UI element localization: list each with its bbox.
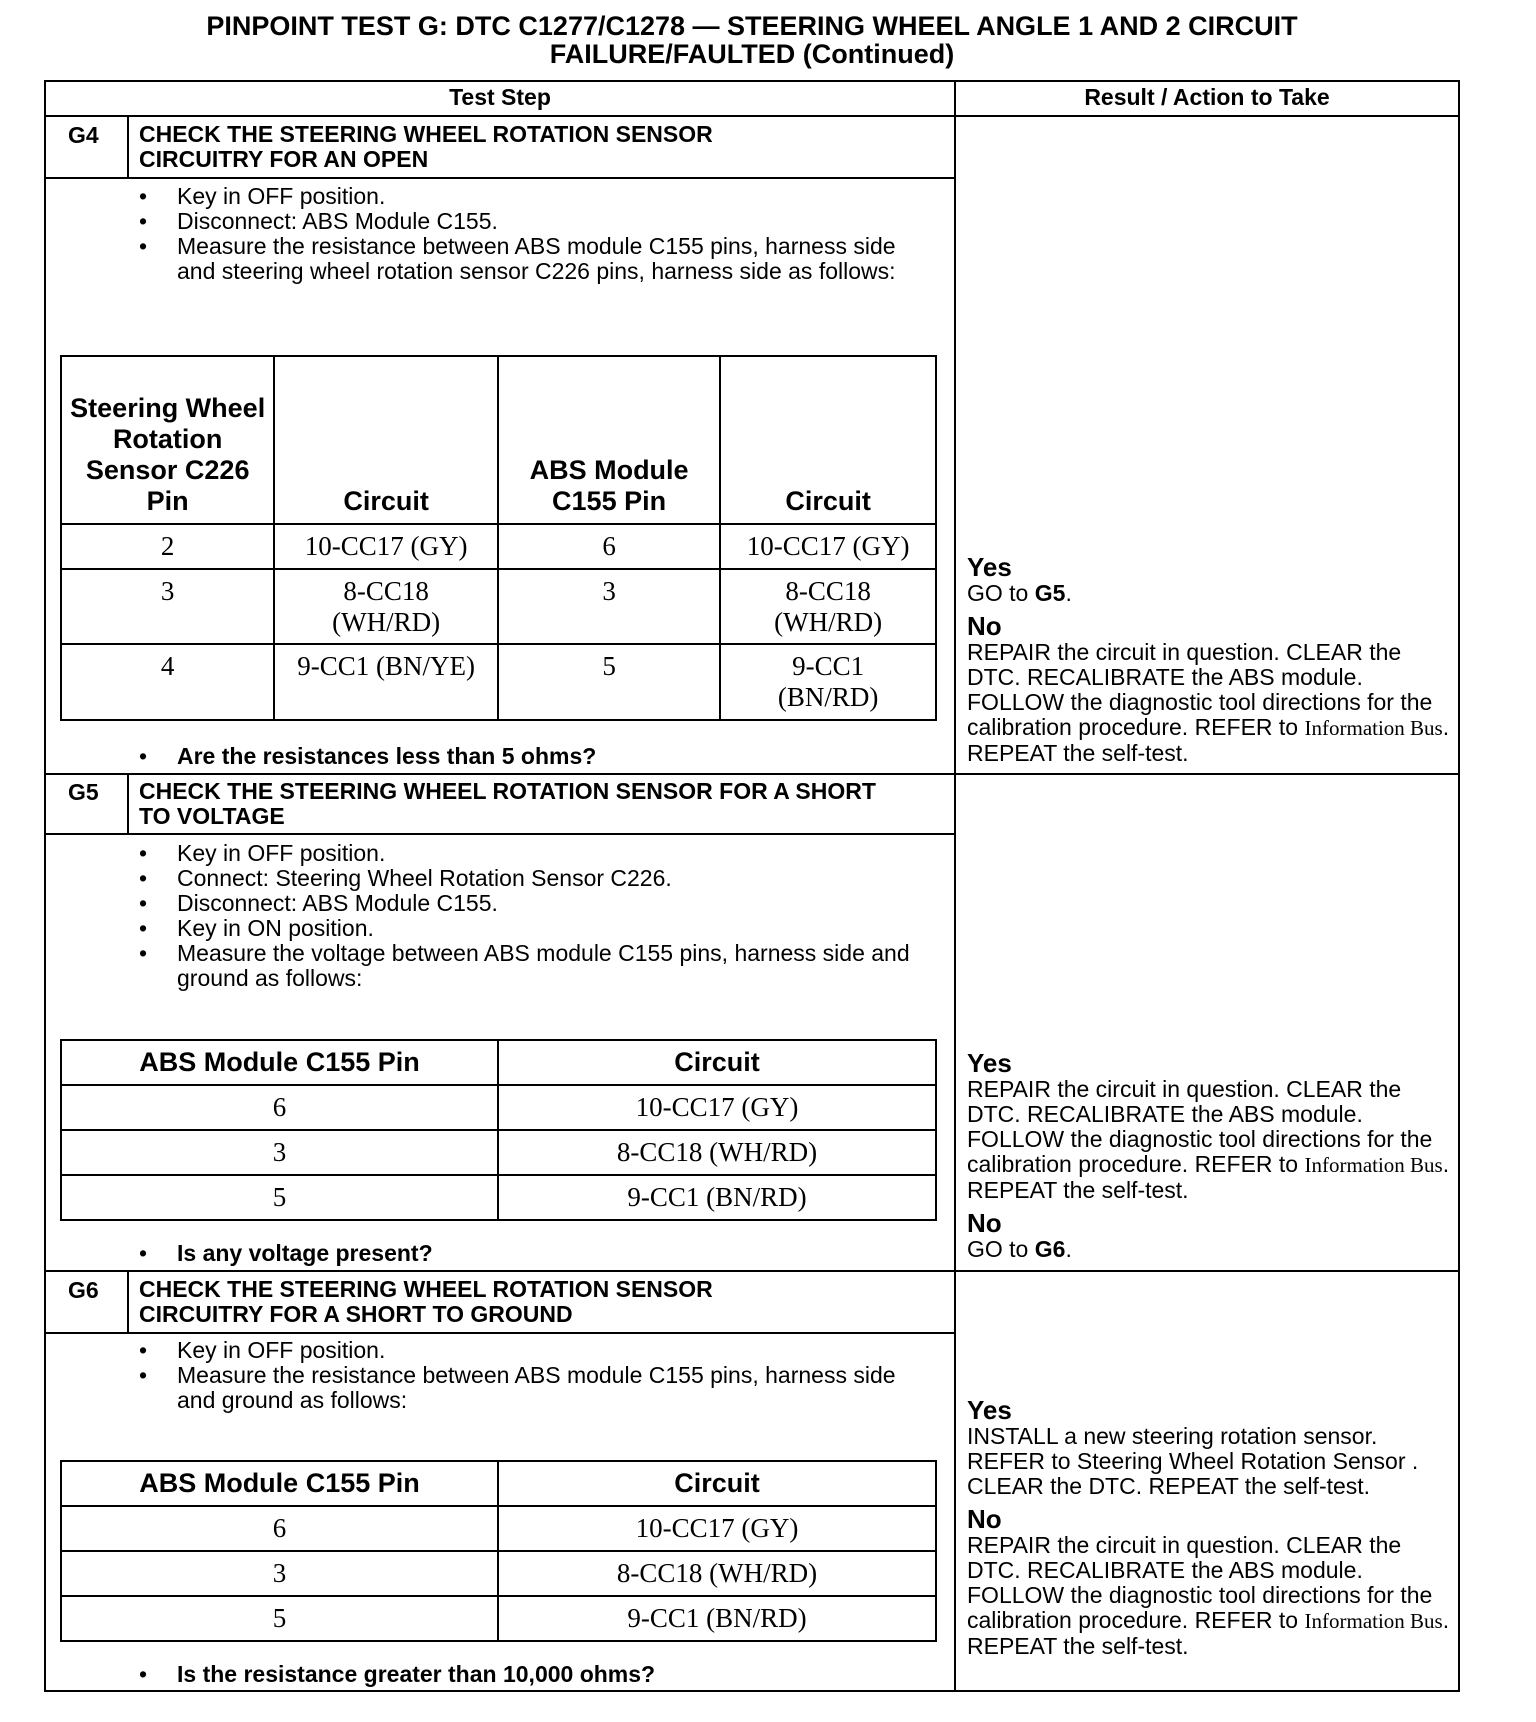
table-cell: 6	[61, 1506, 498, 1551]
step-id-g4: G4	[68, 122, 99, 148]
table-cell: 3	[61, 1551, 498, 1596]
table-cell: 5	[498, 644, 720, 720]
result-no-text: REPAIR the circuit in question. CLEAR the DTC. RECALIBRATE the ABS module. FOLLOW the diagnostic tool directions for the calibration procedure. REFER to Information Bus. REPEAT the self-test.	[967, 639, 1450, 766]
column-header: ABS Module C155 Pin	[498, 356, 720, 524]
result-no-text: REPAIR the circuit in question. CLEAR the DTC. RECALIBRATE the ABS module. FOLLOW the diagnostic tool directions for the calibration procedure. REFER to Information Bus. REPEAT the self-test.	[967, 1532, 1450, 1659]
instruction-item: • Key in ON position.	[139, 916, 919, 941]
table-cell: 9-CC1 (BN/RD)	[720, 644, 936, 720]
table-cell: 6	[498, 524, 720, 569]
header-test-step: Test Step	[449, 84, 551, 110]
table-cell: 8-CC18 (WH/RD)	[498, 1551, 936, 1596]
step-instructions-g4	[139, 184, 899, 284]
table-row	[61, 1085, 936, 1130]
goto-step-link: G5	[1034, 580, 1066, 606]
step-id-divider	[127, 775, 129, 835]
table-cell: 10-CC17 (GY)	[498, 1085, 936, 1130]
step-id-divider	[127, 117, 129, 179]
table-cell: 5	[61, 1175, 498, 1220]
table-cell: 4	[61, 644, 274, 720]
page-title	[44, 12, 1460, 68]
table-cell: 2	[61, 524, 274, 569]
column-header: ABS Module C155 Pin	[61, 1040, 498, 1085]
column-header: Circuit	[498, 1461, 936, 1506]
step-id-divider	[127, 1272, 129, 1334]
table-row	[61, 644, 936, 720]
header-result-action: Result / Action to Take	[1084, 84, 1330, 110]
instruction-item: • Disconnect: ABS Module C155.	[139, 209, 899, 234]
information-bus-reference: Information Bus	[1304, 1609, 1443, 1633]
table-cell: 9-CC1 (BN/YE)	[274, 644, 498, 720]
column-header: Circuit	[720, 356, 936, 524]
table-row	[61, 524, 936, 569]
table-cell: 10-CC17 (GY)	[498, 1506, 936, 1551]
table-row	[61, 1596, 936, 1641]
header-divider	[44, 115, 1460, 117]
table-cell: 6	[61, 1085, 498, 1130]
pin-table-g5	[60, 1039, 937, 1221]
column-header: Steering Wheel Rotation Sensor C226 Pin	[61, 356, 274, 524]
table-cell: 8-CC18 (WH/RD)	[498, 1130, 936, 1175]
table-row	[61, 1175, 936, 1220]
table-row	[61, 569, 936, 644]
step-id-g6: G6	[68, 1277, 99, 1303]
column-header: ABS Module C155 Pin	[61, 1461, 498, 1506]
table-cell: 8-CC18 (WH/RD)	[720, 569, 936, 644]
table-row	[61, 1506, 936, 1551]
table-cell: 3	[61, 1130, 498, 1175]
information-bus-reference: Information Bus	[1304, 1153, 1443, 1177]
table-cell: 5	[61, 1596, 498, 1641]
row-divider-g5-g6	[44, 1270, 1460, 1272]
table-cell: 9-CC1 (BN/RD)	[498, 1175, 936, 1220]
step-question-g4: • Are the resistances less than 5 ohms?	[139, 744, 596, 769]
step-title-g4: CHECK THE STEERING WHEEL ROTATION SENSOR CIRCUITRY FOR AN OPEN	[139, 121, 713, 172]
step-question-g5: • Is any voltage present?	[139, 1241, 433, 1266]
instruction-item: • Key in OFF position.	[139, 184, 899, 209]
instruction-item: • Measure the resistance between ABS module C155 pins, harness side and steering wheel rotation sensor C226 pins, harness side as follows:	[139, 234, 899, 284]
result-yes-label: Yes	[967, 552, 1012, 582]
result-no-label: No	[967, 611, 1002, 641]
table-cell: 9-CC1 (BN/RD)	[498, 1596, 936, 1641]
instruction-item: • Key in OFF position.	[139, 1338, 899, 1363]
step-title-underline	[44, 1332, 954, 1334]
table-cell: 10-CC17 (GY)	[274, 524, 498, 569]
table-cell: 10-CC17 (GY)	[720, 524, 936, 569]
title-line-1: PINPOINT TEST G: DTC C1277/C1278 — STEERING WHEEL ANGLE 1 AND 2 CIRCUIT	[206, 11, 1298, 41]
step-instructions-g6	[139, 1338, 899, 1413]
step-instructions-g5	[139, 841, 919, 991]
row-divider-g4-g5	[44, 773, 1460, 775]
result-yes-text: REPAIR the circuit in question. CLEAR the DTC. RECALIBRATE the ABS module. FOLLOW the diagnostic tool directions for the calibration procedure. REFER to Information Bus. REPEAT the self-test.	[967, 1076, 1450, 1203]
column-header: Circuit	[498, 1040, 936, 1085]
step-title-underline	[44, 177, 954, 179]
table-cell: 3	[61, 569, 274, 644]
instruction-item: • Connect: Steering Wheel Rotation Sensor C226.	[139, 866, 919, 891]
table-cell: 8-CC18 (WH/RD)	[274, 569, 498, 644]
pin-table-g4	[60, 355, 937, 721]
table-row	[61, 1551, 936, 1596]
instruction-item: • Disconnect: ABS Module C155.	[139, 891, 919, 916]
instruction-item: • Key in OFF position.	[139, 841, 919, 866]
result-yes-text: GO to G5.	[967, 580, 1072, 606]
instruction-item: • Measure the resistance between ABS module C155 pins, harness side and ground as follows:	[139, 1363, 899, 1413]
information-bus-reference: Information Bus	[1304, 716, 1443, 740]
result-no-text: GO to G6.	[967, 1236, 1072, 1262]
title-line-2: FAILURE/FAULTED (Continued)	[549, 39, 955, 69]
step-title-g6: CHECK THE STEERING WHEEL ROTATION SENSOR CIRCUITRY FOR A SHORT TO GROUND	[139, 1276, 713, 1327]
column-header: Circuit	[274, 356, 498, 524]
pin-table-g6	[60, 1460, 937, 1642]
table-row	[61, 1130, 936, 1175]
step-title-g5: CHECK THE STEERING WHEEL ROTATION SENSOR FOR A SHORT TO VOLTAGE	[139, 778, 876, 829]
result-g6	[967, 1396, 1459, 1659]
result-no-label: No	[967, 1208, 1002, 1238]
column-divider	[954, 80, 956, 1692]
result-g5	[967, 1049, 1459, 1262]
goto-step-link: G6	[1034, 1236, 1066, 1262]
result-yes-label: Yes	[967, 1395, 1012, 1425]
instruction-item: • Measure the voltage between ABS module C155 pins, harness side and ground as follows:	[139, 941, 919, 991]
result-no-label: No	[967, 1504, 1002, 1534]
table-cell: 3	[498, 569, 720, 644]
step-title-underline	[44, 833, 954, 835]
result-yes-text: INSTALL a new steering rotation sensor. REFER to Steering Wheel Rotation Sensor . CLEAR the DTC. REPEAT the self-test.	[967, 1423, 1419, 1499]
result-g4	[967, 553, 1459, 766]
step-question-g6: • Is the resistance greater than 10,000 ohms?	[139, 1662, 655, 1687]
result-yes-label: Yes	[967, 1048, 1012, 1078]
step-id-g5: G5	[68, 779, 99, 805]
